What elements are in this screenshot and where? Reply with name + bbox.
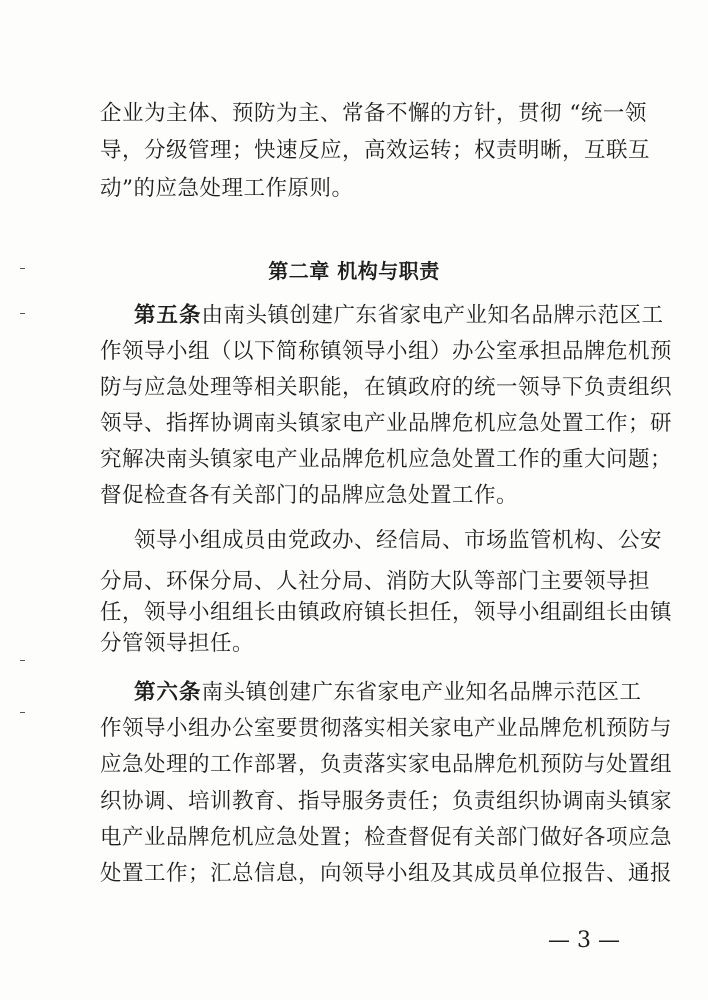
chapter-heading: 第二章 机构与职责 bbox=[268, 259, 440, 283]
article6-first-line bbox=[134, 680, 642, 706]
article5-line: 究解决南头镇家电产业品牌危机应急处置工作的重大问题； bbox=[100, 447, 673, 472]
margin-mark bbox=[20, 712, 25, 713]
leadership-line: 任，领导小组组长由镇政府镇长担任，领导小组副组长由镇 bbox=[100, 600, 673, 625]
article5-first-line bbox=[134, 303, 664, 329]
article5-label: 第五条 bbox=[134, 303, 202, 328]
article5-line: 领导、指挥协调南头镇家电产业品牌危机应急处置工作；研 bbox=[100, 411, 673, 436]
article6-line: 应急处理的工作部署，负责落实家电品牌危机预防与处置组 bbox=[100, 752, 673, 777]
article5-first-text: 由南头镇创建广东省家电产业知名品牌示范区工 bbox=[201, 303, 664, 328]
article6-line: 织协调、培训教育、指导服务责任；负责组织协调南头镇家 bbox=[100, 789, 673, 814]
article6-line: 电产业品牌危机应急处置；检查督促有关部门做好各项应急 bbox=[100, 825, 673, 850]
article5-line: 防与应急处理等相关职能，在镇政府的统一领导下负责组织 bbox=[100, 375, 673, 400]
article6-line: 处置工作；汇总信息，向领导小组及其成员单位报告、通报 bbox=[100, 861, 673, 886]
article6-line: 作领导小组办公室要贯彻落实相关家电产业品牌危机预防与 bbox=[100, 716, 673, 741]
article5-line: 作领导小组（以下简称镇领导小组）办公室承担品牌危机预 bbox=[100, 339, 673, 364]
article6-label: 第六条 bbox=[134, 680, 202, 705]
leadership-line: 分管领导担任。 bbox=[100, 631, 255, 656]
article5-line: 督促检查各有关部门的品牌应急处置工作。 bbox=[100, 483, 519, 508]
article6-first-text: 南头镇创建广东省家电产业知名品牌示范区工 bbox=[201, 680, 642, 705]
page-number: — 3 — bbox=[548, 928, 620, 953]
margin-mark bbox=[20, 660, 25, 661]
intro-line: 企业为主体、预防为主、常备不懈的方针，贯彻 “统一领 bbox=[100, 101, 647, 126]
leadership-first-line: 领导小组成员由党政办、经信局、市场监管机构、公安 bbox=[134, 528, 663, 553]
intro-line: 动”的应急处理工作原则。 bbox=[100, 176, 354, 201]
intro-line: 导，分级管理；快速反应，高效运转；权责明晰，互联互 bbox=[100, 138, 651, 163]
leadership-line: 分局、环保分局、人社分局、消防大队等部门主要领导担 bbox=[100, 569, 651, 594]
margin-mark bbox=[20, 313, 25, 314]
